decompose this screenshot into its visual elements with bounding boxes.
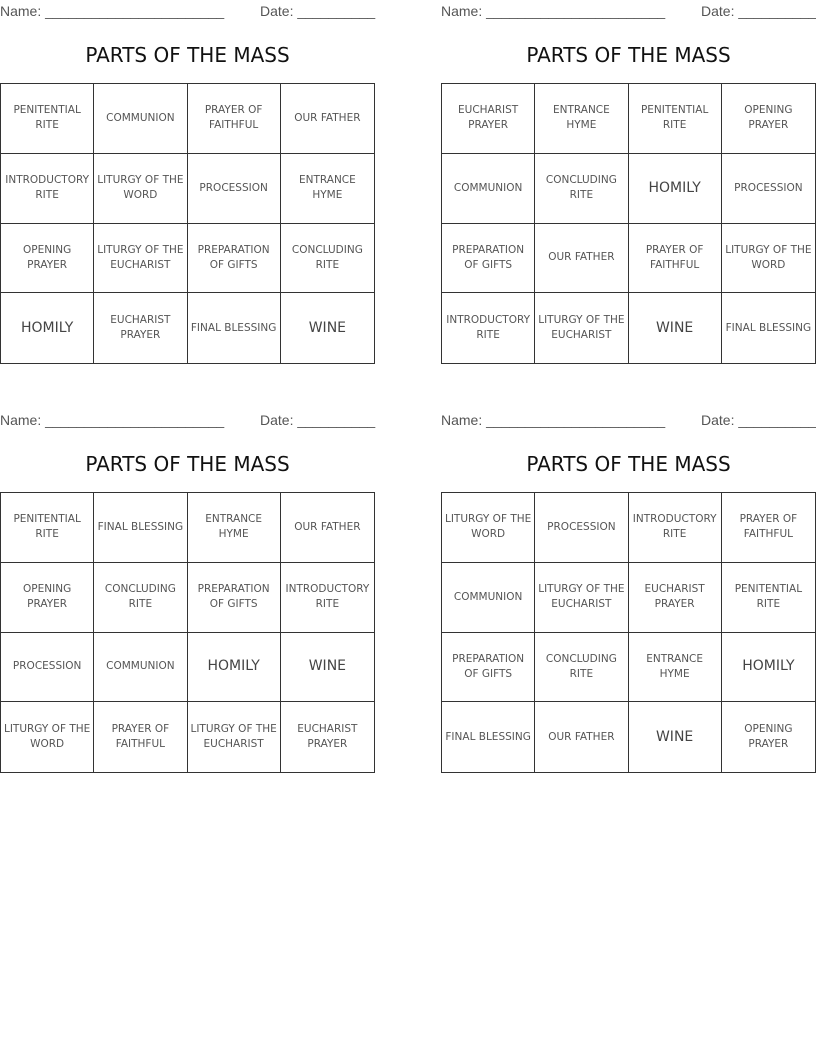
- bingo-cell[interactable]: PREPARATION OF GIFTS: [442, 224, 535, 294]
- bingo-cell[interactable]: ENTRANCE HYME: [629, 633, 722, 703]
- bingo-cell[interactable]: EUCHARIST PRAYER: [442, 84, 535, 154]
- bingo-cell[interactable]: LITURGY OF THE WORD: [1, 702, 94, 772]
- bingo-cell[interactable]: PRAYER OF FAITHFUL: [629, 224, 722, 294]
- bingo-cell[interactable]: CONCLUDING RITE: [535, 633, 628, 703]
- bingo-cell[interactable]: INTRODUCTORY RITE: [442, 293, 535, 363]
- bingo-cell[interactable]: COMMUNION: [442, 154, 535, 224]
- bingo-grid: [0, 492, 375, 773]
- bingo-cell[interactable]: LITURGY OF THE EUCHARIST: [535, 563, 628, 633]
- bingo-grid: [0, 83, 375, 364]
- bingo-cell[interactable]: PRAYER OF FAITHFUL: [722, 493, 815, 563]
- bingo-cell[interactable]: OPENING PRAYER: [1, 563, 94, 633]
- bingo-cell[interactable]: OPENING PRAYER: [1, 224, 94, 294]
- bingo-cell[interactable]: LITURGY OF THE EUCHARIST: [188, 702, 281, 772]
- card-title: PARTS OF THE MASS: [526, 452, 731, 476]
- bingo-cell[interactable]: PREPARATION OF GIFTS: [188, 224, 281, 294]
- bingo-card-3: [0, 409, 375, 773]
- bingo-cell[interactable]: LITURGY OF THE EUCHARIST: [94, 224, 187, 294]
- bingo-cell[interactable]: PENITENTIAL RITE: [1, 493, 94, 563]
- bingo-card-2: [441, 0, 816, 364]
- card-header: [441, 409, 816, 431]
- bingo-cell[interactable]: OUR FATHER: [535, 224, 628, 294]
- card-title: PARTS OF THE MASS: [526, 43, 731, 67]
- bingo-cell[interactable]: CONCLUDING RITE: [535, 154, 628, 224]
- bingo-cell[interactable]: HOMILY: [629, 154, 722, 224]
- bingo-cell[interactable]: FINAL BLESSING: [188, 293, 281, 363]
- card-title: PARTS OF THE MASS: [85, 43, 290, 67]
- bingo-cell[interactable]: PRAYER OF FAITHFUL: [94, 702, 187, 772]
- bingo-cell[interactable]: COMMUNION: [94, 633, 187, 703]
- card-header: [0, 0, 375, 22]
- bingo-cell[interactable]: CONCLUDING RITE: [94, 563, 187, 633]
- bingo-cell[interactable]: EUCHARIST PRAYER: [94, 293, 187, 363]
- bingo-cell[interactable]: PENITENTIAL RITE: [722, 563, 815, 633]
- bingo-cell[interactable]: PROCESSION: [1, 633, 94, 703]
- date-field-label[interactable]: Date: __________: [701, 412, 816, 428]
- bingo-cell[interactable]: EUCHARIST PRAYER: [297, 723, 358, 751]
- bingo-cell[interactable]: INTRODUCTORY RITE: [1, 154, 94, 224]
- bingo-cell[interactable]: LITURGY OF THE WORD: [722, 224, 815, 294]
- bingo-cell[interactable]: WINE: [281, 633, 374, 703]
- card-title: PARTS OF THE MASS: [85, 452, 290, 476]
- bingo-cell[interactable]: PROCESSION: [535, 493, 628, 563]
- bingo-cell[interactable]: PREPARATION OF GIFTS: [442, 633, 535, 703]
- bingo-cell[interactable]: INTRODUCTORY RITE: [629, 493, 722, 563]
- bingo-cell[interactable]: FINAL BLESSING: [442, 702, 535, 772]
- date-field-label[interactable]: Date: __________: [260, 3, 376, 19]
- bingo-cell[interactable]: PENITENTIAL RITE: [1, 84, 94, 154]
- bingo-cell[interactable]: WINE: [629, 702, 722, 772]
- bingo-cell[interactable]: FINAL BLESSING: [725, 321, 812, 334]
- bingo-cell[interactable]: FINAL BLESSING: [94, 493, 187, 563]
- bingo-cell[interactable]: LITURGY OF THE WORD: [94, 154, 187, 224]
- bingo-cell[interactable]: WINE: [308, 319, 347, 336]
- bingo-grid: [441, 83, 816, 364]
- bingo-cell[interactable]: ENTRANCE HYME: [535, 84, 628, 154]
- bingo-cell[interactable]: EUCHARIST PRAYER: [629, 563, 722, 633]
- bingo-cell[interactable]: PENITENTIAL RITE: [629, 84, 722, 154]
- bingo-cell[interactable]: OUR FATHER: [281, 493, 374, 563]
- bingo-cell[interactable]: WINE: [629, 293, 722, 363]
- bingo-card-4: [441, 409, 816, 773]
- date-field-label[interactable]: Date: __________: [701, 3, 816, 19]
- bingo-cell[interactable]: HOMILY: [1, 293, 94, 363]
- bingo-cell[interactable]: PROCESSION: [188, 154, 281, 224]
- bingo-cell[interactable]: PROCESSION: [722, 154, 815, 224]
- bingo-cell[interactable]: OUR FATHER: [535, 702, 628, 772]
- bingo-cell[interactable]: ENTRANCE HYME: [281, 154, 374, 224]
- bingo-grid: [441, 492, 816, 773]
- bingo-cell[interactable]: OPENING PRAYER: [722, 84, 815, 154]
- bingo-cell[interactable]: OPENING PRAYER: [744, 723, 793, 751]
- name-field-label[interactable]: Name: _______________________: [441, 412, 666, 428]
- bingo-cell[interactable]: INTRODUCTORY RITE: [281, 563, 374, 633]
- card-header: [0, 409, 375, 431]
- bingo-cell[interactable]: PREPARATION OF GIFTS: [188, 563, 281, 633]
- bingo-cell[interactable]: COMMUNION: [94, 84, 187, 154]
- bingo-card-1: [0, 0, 375, 364]
- bingo-cell[interactable]: OUR FATHER: [281, 84, 374, 154]
- card-header: [441, 0, 816, 22]
- bingo-cell[interactable]: PRAYER OF FAITHFUL: [188, 84, 281, 154]
- bingo-cell[interactable]: ENTRANCE HYME: [188, 493, 281, 563]
- bingo-cell[interactable]: COMMUNION: [442, 563, 535, 633]
- bingo-cell[interactable]: HOMILY: [188, 633, 281, 703]
- bingo-cell[interactable]: LITURGY OF THE EUCHARIST: [535, 293, 628, 363]
- name-field-label[interactable]: Name: _______________________: [0, 3, 225, 19]
- name-field-label[interactable]: Name: _______________________: [441, 3, 666, 19]
- bingo-cell[interactable]: HOMILY: [722, 633, 815, 703]
- date-field-label[interactable]: Date: __________: [260, 412, 376, 428]
- bingo-cell[interactable]: CONCLUDING RITE: [281, 224, 374, 294]
- name-field-label[interactable]: Name: _______________________: [0, 412, 225, 428]
- bingo-cell[interactable]: LITURGY OF THE WORD: [442, 493, 535, 563]
